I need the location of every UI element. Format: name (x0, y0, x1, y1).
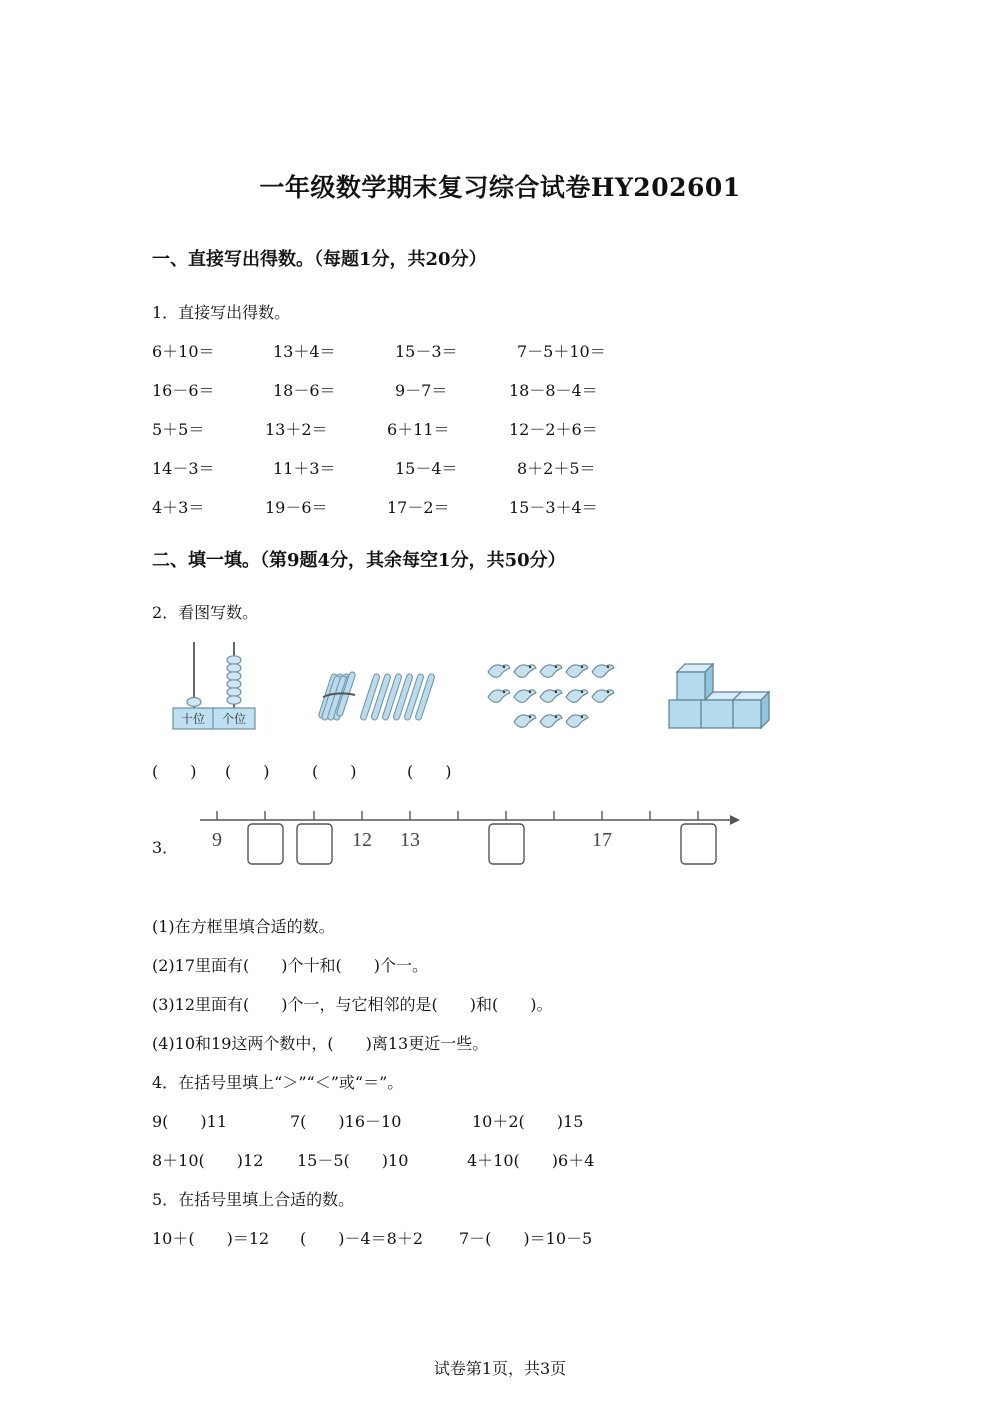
answer-blank[interactable]: ( ) (225, 762, 270, 781)
numberline-answer-box[interactable] (297, 824, 332, 864)
arith-item: 12－2＋6＝ (509, 420, 598, 439)
page-title: 一年级数学期末复习综合试卷HY202601 (259, 173, 741, 202)
numberline-label: 17 (592, 829, 612, 851)
arith-item: 13＋2＝ (265, 420, 328, 439)
fill-item[interactable]: 10＋( )＝12 (152, 1229, 270, 1248)
arith-item: 13＋4＝ (273, 342, 336, 361)
q3-part: (2)17里面有( )个十和( )个一。 (152, 956, 428, 975)
section2-heading: 二、填一填。（第9题4分，其余每空1分，共50分） (152, 550, 566, 571)
arith-item: 8＋2＋5＝ (517, 459, 596, 478)
numberline-answer-box[interactable] (489, 824, 524, 864)
q2-label: 2．看图写数。 (152, 603, 259, 622)
section1-heading: 一、直接写出得数。（每题1分，共20分） (152, 249, 487, 270)
compare-item[interactable]: 4＋10( )6＋4 (467, 1151, 595, 1170)
arith-item: 11＋3＝ (273, 459, 336, 478)
q3-label: 3． (152, 838, 179, 857)
q5-label: 5．在括号里填上合适的数。 (152, 1190, 355, 1209)
birds-figure (482, 658, 617, 733)
arith-item: 9－7＝ (395, 381, 448, 400)
numberline-answer-box[interactable] (248, 824, 283, 864)
numberline-label: 12 (352, 829, 372, 851)
numberline-answer-box[interactable] (681, 824, 716, 864)
arith-item: 18－6＝ (273, 381, 336, 400)
arith-item: 14－3＝ (152, 459, 215, 478)
arith-item: 19－6＝ (265, 498, 328, 517)
compare-item[interactable]: 8＋10( )12 (152, 1151, 264, 1170)
arith-item: 16－6＝ (152, 381, 215, 400)
compare-item[interactable]: 7( )16－10 (290, 1112, 402, 1131)
arith-item: 7－5＋10＝ (517, 342, 606, 361)
compare-item[interactable]: 15－5( )10 (297, 1151, 409, 1170)
sticks-figure (315, 665, 445, 730)
abacus-figure (170, 638, 260, 733)
arith-item: 5＋5＝ (152, 420, 205, 439)
fill-item[interactable]: 7－( )＝10－5 (459, 1229, 593, 1248)
q1-label: 1．直接写出得数。 (152, 303, 291, 322)
arith-item: 15－4＝ (395, 459, 458, 478)
q3-part: (1)在方框里填合适的数。 (152, 917, 335, 936)
ones-label: 个位 (221, 712, 247, 726)
arith-item: 15－3＝ (395, 342, 458, 361)
answer-blank[interactable]: ( ) (152, 762, 197, 781)
q3-part: (3)12里面有( )个一，与它相邻的是( )和( )。 (152, 995, 553, 1014)
cubes-figure (665, 660, 775, 732)
compare-item[interactable]: 9( )11 (152, 1112, 228, 1131)
page-footer: 试卷第1页，共3页 (433, 1359, 567, 1378)
arith-item: 4＋3＝ (152, 498, 205, 517)
compare-item[interactable]: 10＋2( )15 (472, 1112, 584, 1131)
number-line (195, 806, 750, 876)
fill-item[interactable]: ( )－4＝8＋2 (300, 1229, 424, 1248)
arith-item: 18－8－4＝ (509, 381, 598, 400)
answer-blank[interactable]: ( ) (407, 762, 452, 781)
arith-item: 6＋11＝ (387, 420, 450, 439)
numberline-label: 9 (212, 829, 222, 851)
arith-item: 15－3＋4＝ (509, 498, 598, 517)
q4-label: 4．在括号里填上“＞”“＜”或“＝”。 (152, 1073, 404, 1092)
numberline-label: 13 (400, 829, 420, 851)
arith-item: 17－2＝ (387, 498, 450, 517)
answer-blank[interactable]: ( ) (312, 762, 357, 781)
tens-label: 十位 (180, 712, 206, 726)
arith-item: 6＋10＝ (152, 342, 215, 361)
q3-part: (4)10和19这两个数中，( )离13更近一些。 (152, 1034, 489, 1053)
